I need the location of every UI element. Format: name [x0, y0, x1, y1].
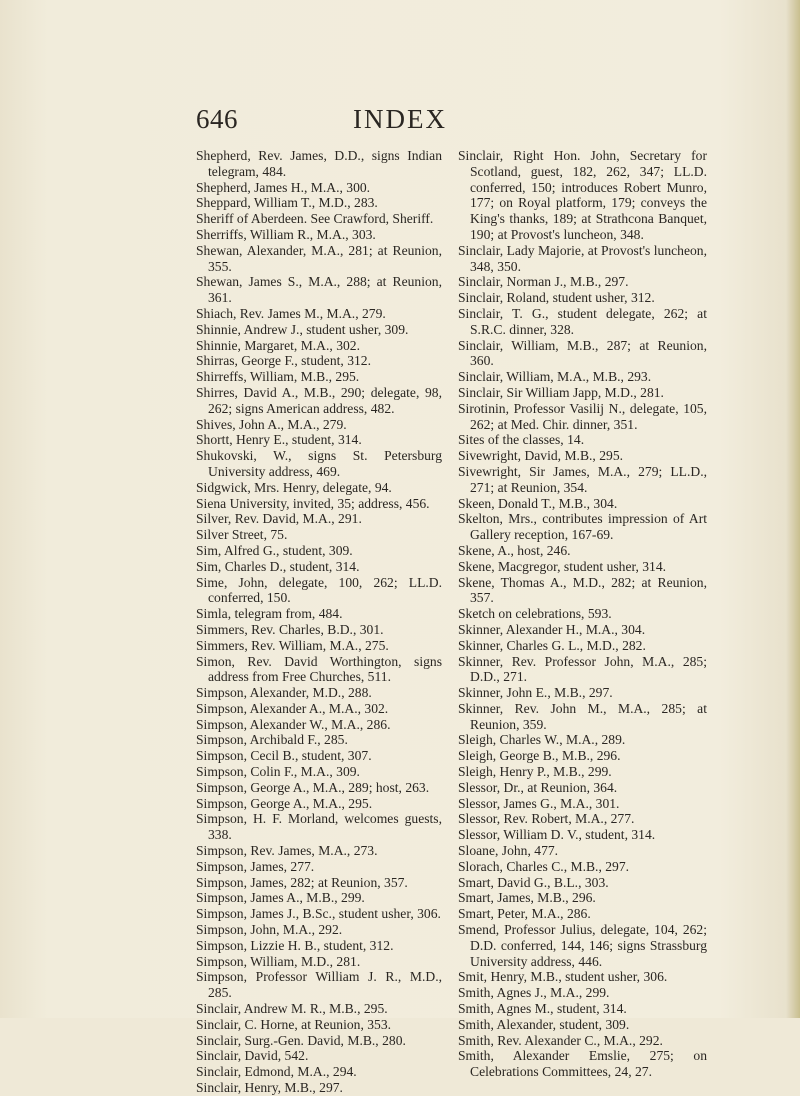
index-entry: Shinnie, Andrew J., student usher, 309. — [196, 321, 409, 337]
index-entry: Sleigh, George B., M.B., 296. — [458, 748, 621, 764]
index-entry: Sinclair, William, M.A., M.B., 293. — [458, 369, 652, 385]
index-entry: Silver, Rev. David, M.A., 291. — [196, 511, 362, 527]
index-entry: Simpson, Archibald F., 285. — [196, 732, 348, 748]
index-entry: Sinclair, William, M.B., 287; at Reunion, 360. — [458, 337, 707, 369]
index-entry: Sketch on celebrations, 593. — [458, 606, 612, 622]
index-entry: Sinclair, Right Hon. John, Secretary for Scotland, guest, 182, 262, 347; LL.D. conferred, 150; introduces Robert Munro, 177; on Royal platform, 179; conveys the King's thanks, 189; at Strathcona Banquet, 190; at Provost's luncheon, 348. — [458, 148, 707, 242]
index-entry: Skinner, Charles G. L., M.D., 282. — [458, 637, 646, 653]
page-edge-shadow — [786, 0, 800, 1018]
index-entry: Simpson, Rev. James, M.A., 273. — [196, 843, 378, 859]
index-entry: Simpson, George A., M.A., 289; host, 263. — [196, 779, 430, 795]
index-entry: Sleigh, Charles W., M.A., 289. — [458, 732, 626, 748]
index-entry: Simpson, Alexander W., M.A., 286. — [196, 716, 391, 732]
index-entry: Shiach, Rev. James M., M.A., 279. — [196, 305, 386, 321]
index-entry: Simpson, Alexander, M.D., 288. — [196, 685, 372, 701]
index-entry: Slessor, Rev. Robert, M.A., 277. — [458, 811, 635, 827]
page-title: INDEX — [353, 104, 447, 134]
index-entry: Smith, Agnes M., student, 314. — [458, 1001, 627, 1017]
index-entry: Shirres, David A., M.B., 290; delegate, 98, 262; signs American address, 482. — [196, 384, 442, 416]
page-header — [0, 104, 800, 144]
index-entry: Shives, John A., M.A., 279. — [196, 416, 347, 432]
index-entry: Skinner, Rev. John M., M.A., 285; at Reunion, 359. — [458, 700, 707, 732]
index-entry: Sidgwick, Mrs. Henry, delegate, 94. — [196, 479, 392, 495]
index-entry: Sites of the classes, 14. — [458, 432, 585, 448]
index-entry: Sinclair, Surg.-Gen. David, M.B., 280. — [196, 1032, 406, 1048]
index-entry: Simpson, James A., M.B., 299. — [196, 890, 365, 906]
index-entry: Smit, Henry, M.B., student usher, 306. — [458, 969, 668, 985]
index-entry: Sinclair, C. Horne, at Reunion, 353. — [196, 1016, 392, 1032]
index-entry: Sinclair, Sir William Japp, M.D., 281. — [458, 384, 664, 400]
index-entry: Sirotinin, Professor Vasilij N., delegate, 105, 262; at Med. Chir. dinner, 351. — [458, 400, 707, 432]
index-entry: Slessor, William D. V., student, 314. — [458, 827, 656, 843]
index-entry: Simpson, Alexander A., M.A., 302. — [196, 700, 389, 716]
index-entry: Simon, Rev. David Worthington, signs address from Free Churches, 511. — [196, 653, 442, 685]
index-entry: Slessor, James G., M.A., 301. — [458, 795, 620, 811]
index-entry: Silver Street, 75. — [196, 527, 288, 543]
index-entry: Sheppard, William T., M.D., 283. — [196, 195, 378, 211]
index-entry: Shortt, Henry E., student, 314. — [196, 432, 362, 448]
index-entry: Shewan, James S., M.A., 288; at Reunion, 361. — [196, 274, 442, 306]
index-entry: Sivewright, Sir James, M.A., 279; LL.D., 271; at Reunion, 354. — [458, 463, 707, 495]
index-entry: Skeen, Donald T., M.B., 304. — [458, 495, 618, 511]
index-entry: Sheriff of Aberdeen. See Crawford, Sheriff. — [196, 211, 434, 227]
index-entry: Sivewright, David, M.B., 295. — [458, 448, 624, 464]
index-entry: Sherriffs, William R., M.A., 303. — [196, 226, 376, 242]
index-entry: Simpson, Professor William J. R., M.D., 285. — [196, 969, 442, 1001]
index-entry: Sinclair, T. G., student delegate, 262; at S.R.C. dinner, 328. — [458, 305, 707, 337]
index-entry: Siena University, invited, 35; address, 456. — [196, 495, 430, 511]
index-entry: Shukovski, W., signs St. Petersburg University address, 469. — [196, 448, 442, 479]
index-entry: Skinner, Rev. Professor John, M.A., 285; D.D., 271. — [458, 653, 707, 685]
index-entry: Shewan, Alexander, M.A., 281; at Reunion, 355. — [196, 242, 442, 274]
index-entry: Shinnie, Margaret, M.A., 302. — [196, 337, 360, 353]
index-entry: Simpson, James, 277. — [196, 858, 315, 874]
index-entry: Sime, John, delegate, 100, 262; LL.D. conferred, 150. — [196, 574, 442, 606]
index-entry: Shirreffs, William, M.B., 295. — [196, 369, 360, 385]
index-entry: Smith, Alexander, student, 309. — [458, 1016, 630, 1032]
index-entry: Smart, David G., B.L., 303. — [458, 874, 609, 890]
index-column-right — [458, 148, 707, 1080]
index-entry: Shepherd, James H., M.A., 300. — [196, 179, 371, 195]
index-entry: Sinclair, Edmond, M.A., 294. — [196, 1064, 357, 1080]
index-entry: Simla, telegram from, 484. — [196, 606, 343, 622]
page-number: 646 — [196, 104, 238, 134]
index-entry: Simpson, Lizzie H. B., student, 312. — [196, 937, 394, 953]
index-entry: Skinner, Alexander H., M.A., 304. — [458, 621, 646, 637]
index-entry: Skene, A., host, 246. — [458, 542, 571, 558]
index-entry: Shepherd, Rev. James, D.D., signs Indian telegram, 484. — [196, 148, 442, 179]
index-entry: Simpson, William, M.D., 281. — [196, 953, 361, 969]
index-entry: Sim, Alfred G., student, 309. — [196, 542, 353, 558]
index-entry: Smith, Rev. Alexander C., M.A., 292. — [458, 1032, 663, 1048]
index-entry: Skene, Macgregor, student usher, 314. — [458, 558, 667, 574]
index-entry: Smend, Professor Julius, delegate, 104, 262; D.D. conferred, 144, 146; signs Strassburg University address, 446. — [458, 922, 707, 969]
index-entry: Simpson, John, M.A., 292. — [196, 922, 343, 938]
index-entry: Skinner, John E., M.B., 297. — [458, 685, 613, 701]
index-entry: Sinclair, Andrew M. R., M.B., 295. — [196, 1001, 388, 1017]
index-entry: Simpson, James J., B.Sc., student usher, 306. — [196, 906, 441, 922]
index-entry: Simmers, Rev. Charles, B.D., 301. — [196, 621, 384, 637]
index-entry: Smith, Alexander Emslie, 275; on Celebrations Committees, 24, 27. — [458, 1048, 707, 1080]
index-entry: Slessor, Dr., at Reunion, 364. — [458, 779, 618, 795]
index-entry: Skene, Thomas A., M.D., 282; at Reunion, 357. — [458, 574, 707, 606]
index-entry: Sloane, John, 477. — [458, 843, 559, 859]
index-entry: Shirras, George F., student, 312. — [196, 353, 371, 369]
index-column-left — [196, 148, 442, 1096]
index-entry: Sinclair, Norman J., M.B., 297. — [458, 274, 629, 290]
index-entry: Sinclair, David, 542. — [196, 1048, 309, 1064]
index-entry: Skelton, Mrs., contributes impression of Art Gallery reception, 167-69. — [458, 511, 707, 543]
index-entry: Sleigh, Henry P., M.B., 299. — [458, 764, 612, 780]
index-entry: Sinclair, Roland, student usher, 312. — [458, 290, 655, 306]
index-entry: Slorach, Charles C., M.B., 297. — [458, 858, 630, 874]
index-entry: Simpson, Cecil B., student, 307. — [196, 748, 372, 764]
index-entry: Simpson, H. F. Morland, welcomes guests, 338. — [196, 811, 442, 843]
index-entry: Simpson, George A., M.A., 295. — [196, 795, 373, 811]
index-entry: Smart, Peter, M.A., 286. — [458, 906, 591, 922]
index-entry: Simmers, Rev. William, M.A., 275. — [196, 637, 389, 653]
index-entry: Sim, Charles D., student, 314. — [196, 558, 360, 574]
index-entry: Simpson, Colin F., M.A., 309. — [196, 764, 360, 780]
index-entry: Sinclair, Lady Majorie, at Provost's luncheon, 348, 350. — [458, 242, 707, 274]
index-entry: Sinclair, Henry, M.B., 297. — [196, 1080, 343, 1096]
index-entry: Simpson, James, 282; at Reunion, 357. — [196, 874, 408, 890]
index-entry: Smart, James, M.B., 296. — [458, 890, 596, 906]
index-entry: Smith, Agnes J., M.A., 299. — [458, 985, 610, 1001]
